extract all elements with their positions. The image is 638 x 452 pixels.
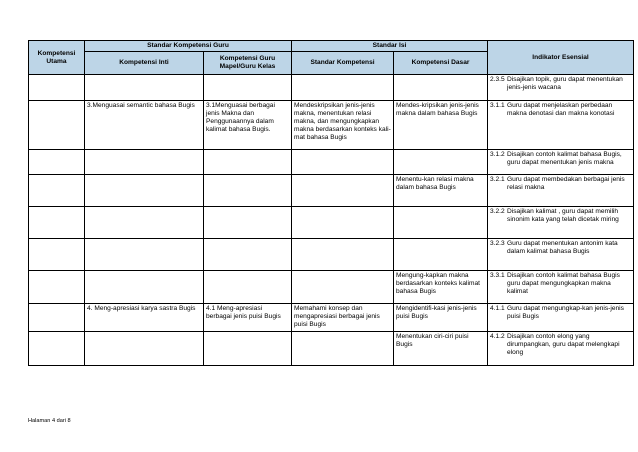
cell-kompetensi-dasar: Menentukan ciri-ciri puisi Bugis (394, 332, 488, 366)
header-standar-kompetensi-guru: Standar Kompetensi Guru (85, 41, 292, 52)
cell-kompetensi-inti: 4. Meng-apresiasi karya sastra Bugis (85, 304, 204, 332)
indicator-number: 4.1.2 (490, 332, 505, 340)
cell-standar-kompetensi (292, 332, 394, 366)
cell-standar-kompetensi (292, 75, 394, 101)
cell-indikator-esensial (488, 207, 634, 239)
indicator-number: 2.3.5 (490, 75, 505, 83)
cell-kompetensi-guru (204, 239, 292, 271)
cell-kompetensi-inti (85, 75, 204, 101)
table-row (29, 304, 634, 332)
cell-kompetensi-dasar (394, 75, 488, 101)
table-row (29, 175, 634, 207)
cell-kompetensi-utama (29, 271, 85, 304)
cell-standar-kompetensi (292, 207, 394, 239)
cell-indikator-esensial (488, 271, 634, 304)
cell-indikator-esensial (488, 239, 634, 271)
indicator-text: Guru dapat menentukan antonim kata dalam kalimat bahasa Bugis (507, 239, 618, 255)
indicator-number: 3.1.2 (490, 150, 505, 158)
indicator-text: Disajikan contoh elong yang dirumpangkan, guru dapat melengkapi elong (507, 332, 620, 356)
cell-indikator-esensial (488, 304, 634, 332)
cell-kompetensi-dasar: Menentu-kan relasi makna dalam bahasa Bugis (394, 175, 488, 207)
indicator-text: Guru dapat menjelaskan perbedaan makna denotasi dan makna konotasi (507, 101, 615, 117)
cell-standar-kompetensi (292, 239, 394, 271)
cell-kompetensi-guru (204, 271, 292, 304)
cell-kompetensi-dasar (394, 239, 488, 271)
cell-kompetensi-utama (29, 101, 85, 150)
competency-table (28, 40, 634, 366)
indicator-number: 3.2.3 (490, 239, 505, 247)
table-row (29, 271, 634, 304)
indicator-number: 3.2.1 (490, 175, 505, 183)
indicator-text: Disajikan kalimat , guru dapat memilih sinonim kata yang telah dicetak miring (507, 207, 619, 223)
cell-kompetensi-dasar (394, 150, 488, 175)
indicator-number: 3.2.2 (490, 207, 505, 215)
cell-indikator-esensial (488, 75, 634, 101)
header-standar-kompetensi: Standar Kompetensi (292, 52, 394, 75)
header-indikator-esensial: Indikator Esensial (488, 41, 634, 75)
cell-kompetensi-inti: 3.Menguasai semantic bahasa Bugis (85, 101, 204, 150)
header-kompetensi-utama: Kompetensi Utama (29, 41, 85, 75)
cell-kompetensi-dasar: Mengidentifi-kasi jenis-jenis puisi Bugis (394, 304, 488, 332)
indicator-text: Guru dapat membedakan berbagai jenis relasi makna (507, 175, 625, 191)
table-row (29, 332, 634, 366)
cell-kompetensi-utama (29, 239, 85, 271)
cell-kompetensi-utama (29, 332, 85, 366)
header-kompetensi-inti: Kompetensi Inti (85, 52, 204, 75)
indicator-number: 3.3.1 (490, 271, 505, 279)
cell-indikator-esensial (488, 332, 634, 366)
cell-kompetensi-inti (85, 271, 204, 304)
indicator-text: Disajikan contoh kalimat bahasa Bugis, guru dapat menentukan jenis makna (507, 150, 622, 166)
table-row (29, 75, 634, 101)
cell-kompetensi-utama (29, 75, 85, 101)
cell-kompetensi-guru (204, 175, 292, 207)
header-kompetensi-guru-mapel: Kompetensi Guru Mapel/Guru Kelas (204, 52, 292, 75)
cell-kompetensi-inti (85, 332, 204, 366)
cell-kompetensi-guru (204, 332, 292, 366)
table-row (29, 101, 634, 150)
page-footer: Halaman 4 dari 8 (28, 418, 71, 424)
cell-kompetensi-utama (29, 304, 85, 332)
cell-standar-kompetensi (292, 175, 394, 207)
cell-standar-kompetensi: Memahami konsep dan mengapresiasi berbagai jenis puisi Bugis (292, 304, 394, 332)
cell-kompetensi-guru (204, 207, 292, 239)
cell-standar-kompetensi (292, 150, 394, 175)
cell-kompetensi-guru: 3.1Menguasai berbagai jenis Makna dan Penggunaannya dalam kalimat bahasa Bugis. (204, 101, 292, 150)
cell-standar-kompetensi: Mendeskripsikan jenis-jenis makna, menentukan relasi makna, dan mengungkapkan makna berdasarkan konteks kali- mat bahasa Bugis (292, 101, 394, 150)
indicator-text: Guru dapat mengungkap-kan jenis-jenis puisi Bugis (507, 304, 624, 320)
indicator-number: 3.1.1 (490, 101, 505, 109)
table-row (29, 207, 634, 239)
cell-kompetensi-utama (29, 207, 85, 239)
indicator-number: 4.1.1 (490, 304, 505, 312)
table-row (29, 239, 634, 271)
cell-kompetensi-utama (29, 150, 85, 175)
cell-kompetensi-guru (204, 150, 292, 175)
cell-kompetensi-inti (85, 239, 204, 271)
cell-standar-kompetensi (292, 271, 394, 304)
cell-kompetensi-dasar: Mengung-kapkan makna berdasarkan konteks kalimat bahasa Bugis (394, 271, 488, 304)
cell-kompetensi-dasar: Mendes-kripsikan jenis-jenis makna dalam bahasa Bugis (394, 101, 488, 150)
indicator-text: Disajikan topik, guru dapat menentukan jenis-jenis wacana (507, 75, 623, 91)
cell-kompetensi-inti (85, 150, 204, 175)
cell-indikator-esensial (488, 101, 634, 150)
cell-kompetensi-guru: 4.1 Meng-apresiasi berbagai jenis puisi Bugis (204, 304, 292, 332)
header-standar-isi: Standar Isi (292, 41, 488, 52)
indicator-text: Disajikan contoh kalimat bahasa Bugis guru dapat mengungkapkan makna kalimat (507, 271, 620, 295)
cell-indikator-esensial (488, 150, 634, 175)
cell-kompetensi-guru (204, 75, 292, 101)
cell-kompetensi-utama (29, 175, 85, 207)
cell-indikator-esensial (488, 175, 634, 207)
cell-kompetensi-inti (85, 175, 204, 207)
table-row (29, 150, 634, 175)
cell-kompetensi-dasar (394, 207, 488, 239)
header-kompetensi-dasar: Kompetensi Dasar (394, 52, 488, 75)
cell-kompetensi-inti (85, 207, 204, 239)
table-body (29, 75, 634, 366)
